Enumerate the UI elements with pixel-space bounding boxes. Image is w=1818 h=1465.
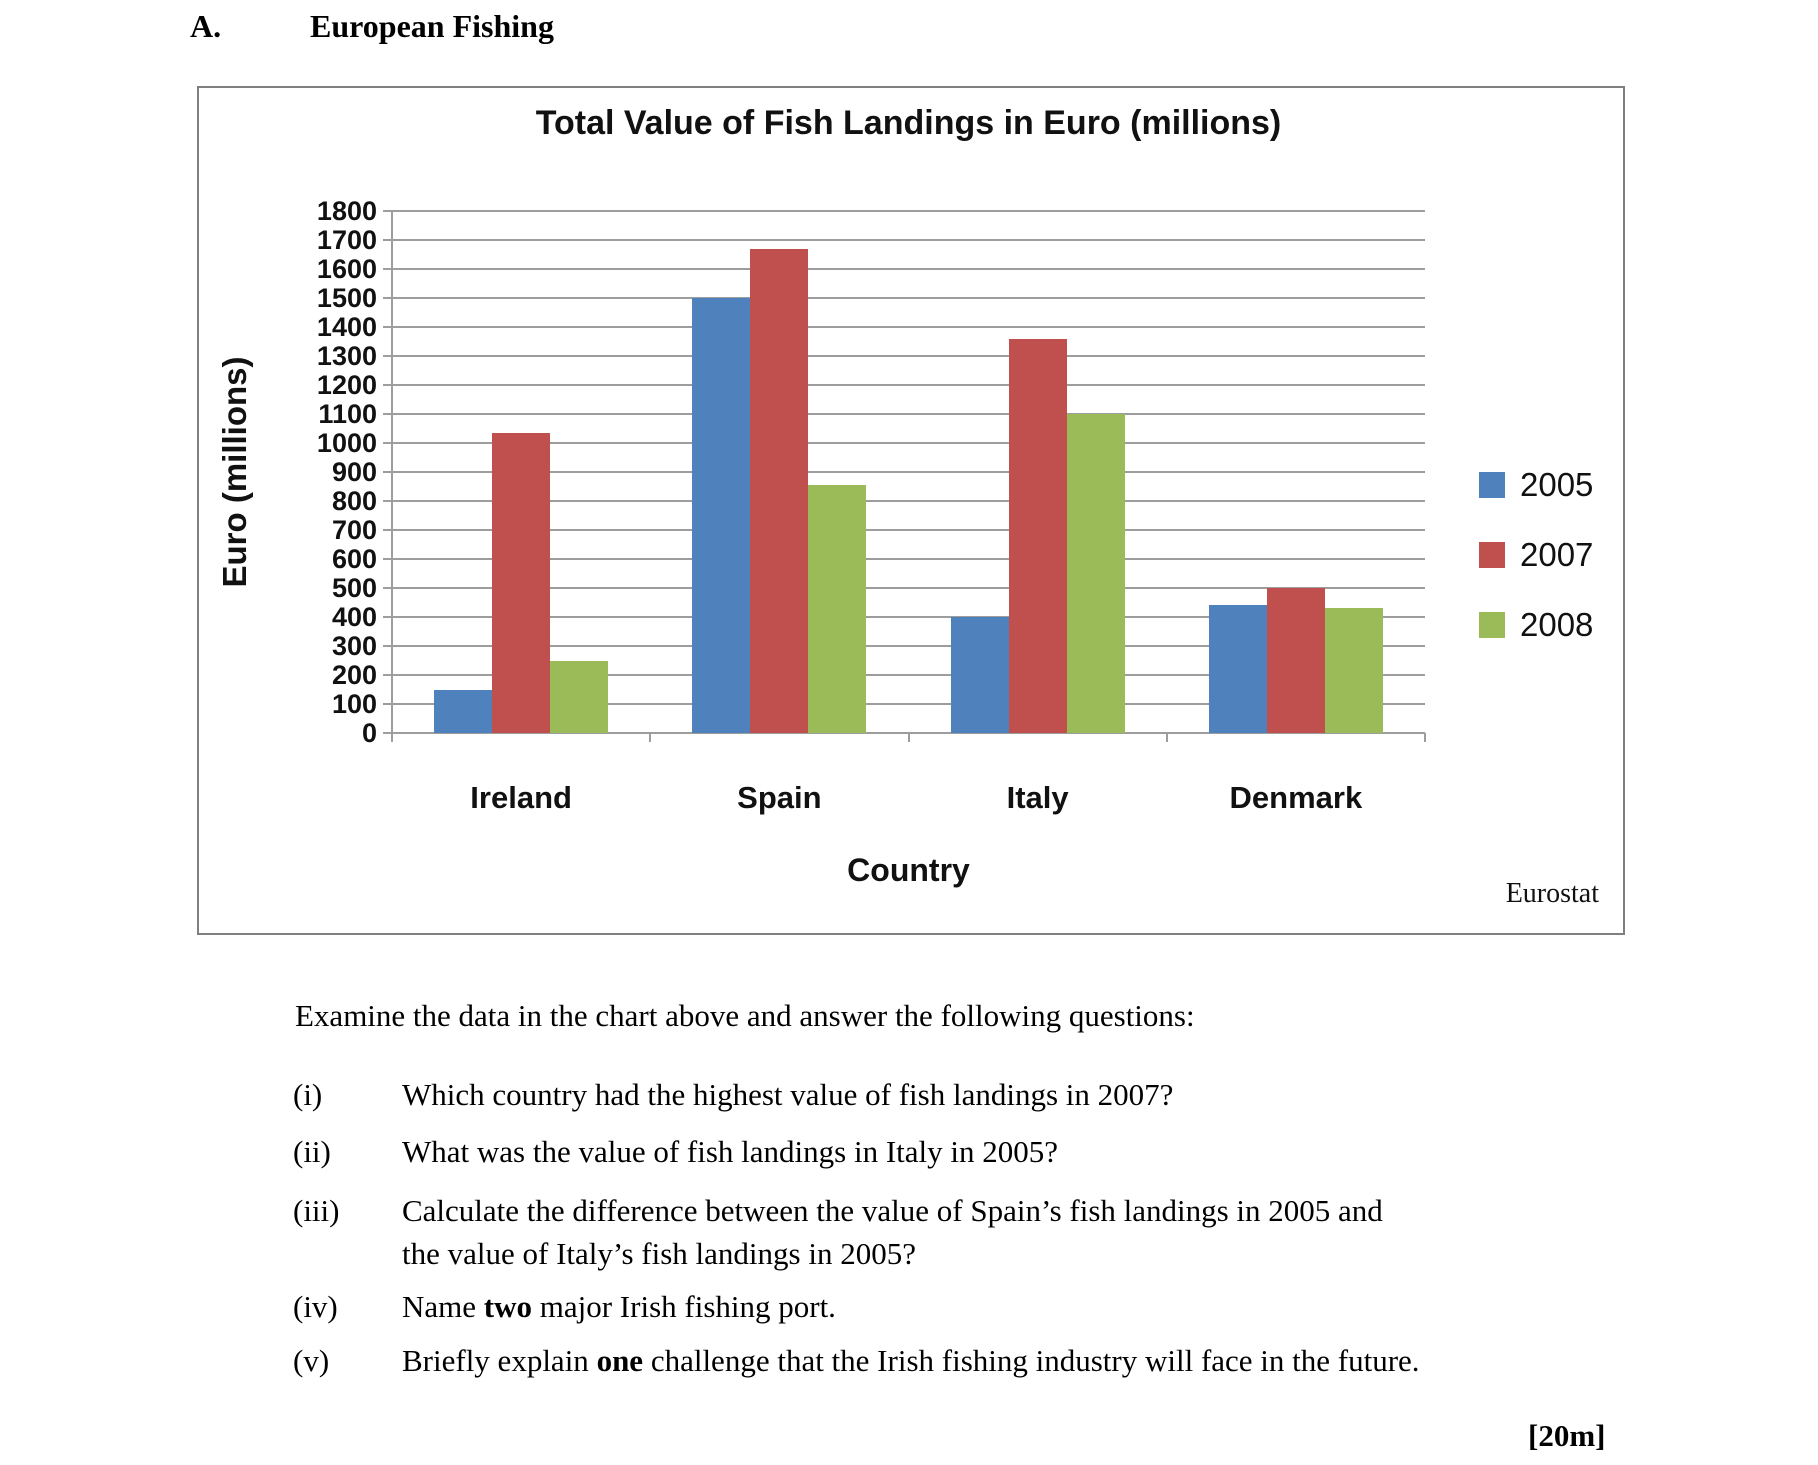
question-2-number: (ii) [293,1134,331,1169]
gridline-1800 [392,210,1425,212]
bar-denmark-2007 [1267,588,1325,733]
legend-label-2007: 2007 [1520,535,1594,573]
y-tick-label-600: 600 [331,544,377,574]
chart-legend [1479,465,1594,681]
section-title: European Fishing [310,8,554,44]
question-5-text [402,1343,1420,1379]
x-tick-ireland [391,733,393,742]
y-tick-label-1700: 1700 [316,225,377,255]
y-tick-label-1300: 1300 [316,341,377,371]
question-5-pre: Briefly explain [402,1343,597,1378]
gridline-1600 [392,268,1425,270]
y-tick-label-1000: 1000 [316,428,377,458]
legend-entry-2008 [1479,605,1594,643]
x-axis-title: Country [847,852,970,888]
y-tick-label-900: 900 [331,457,377,487]
gridline-1100 [392,413,1425,415]
question-3-number: (iii) [293,1193,340,1228]
marks-badge: [20m] [1528,1418,1606,1453]
gridline-1700 [392,239,1425,241]
legend-entry-2007 [1479,535,1594,573]
legend-swatch-2007 [1479,542,1505,568]
y-tick-label-400: 400 [331,602,377,632]
bar-denmark-2008 [1325,608,1383,733]
y-tick-label-500: 500 [331,573,377,603]
y-tick-label-300: 300 [331,631,377,661]
bar-ireland-2008 [550,661,608,734]
x-label-spain: Spain [737,780,822,815]
chart-title: Total Value of Fish Landings in Euro (millions) [535,104,1282,142]
gridline-1300 [392,355,1425,357]
bar-italy-2008 [1067,414,1125,733]
question-4-number: (iv) [293,1289,338,1324]
x-tick-end [1424,733,1426,742]
y-tick-label-1400: 1400 [316,312,377,342]
y-tick-label-1600: 1600 [316,254,377,284]
y-tick-label-800: 800 [331,486,377,516]
question-1-text: Which country had the highest value of fish landings in 2007? [402,1077,1174,1112]
question-4-pre: Name [402,1289,484,1324]
legend-entry-2005 [1479,465,1594,503]
question-4-text [402,1289,836,1325]
gridline-1200 [392,384,1425,386]
y-axis-title: Euro (millions) [216,356,253,588]
legend-swatch-2005 [1479,472,1505,498]
bar-spain-2007 [750,249,808,733]
gridline-1500 [392,297,1425,299]
bar-ireland-2007 [492,433,550,733]
question-4-post: major Irish fishing port. [532,1289,836,1324]
legend-swatch-2008 [1479,612,1505,638]
question-5-number: (v) [293,1343,330,1378]
y-tick-label-700: 700 [331,515,377,545]
question-3-text-line2: the value of Italy’s fish landings in 2005? [402,1236,916,1271]
bar-denmark-2005 [1209,605,1267,733]
y-tick-label-1800: 1800 [316,196,377,226]
legend-label-2005: 2005 [1520,465,1594,503]
question-5-post: challenge that the Irish fishing industry will face in the future. [643,1343,1420,1378]
chart-source: Eurostat [1505,878,1599,909]
x-tick-denmark [1166,733,1168,742]
gridline-1400 [392,326,1425,328]
y-axis-line [391,211,393,742]
y-tick-label-200: 200 [331,660,377,690]
bar-spain-2008 [808,485,866,733]
section-label: A. [190,8,222,44]
y-tick-label-1200: 1200 [316,370,377,400]
questions-intro: Examine the data in the chart above and answer the following questions: [295,998,1195,1033]
bar-italy-2007 [1009,339,1067,733]
bar-ireland-2005 [434,690,492,734]
y-tick-label-1100: 1100 [318,399,377,429]
bar-italy-2005 [951,617,1009,733]
question-4-bold: two [483,1289,532,1324]
question-2-text: What was the value of fish landings in Italy in 2005? [402,1134,1059,1169]
x-label-italy: Italy [1006,780,1069,815]
question-1-number: (i) [293,1077,323,1112]
x-label-ireland: Ireland [470,780,572,815]
x-tick-italy [908,733,910,742]
y-tick-label-1500: 1500 [316,283,377,313]
question-3-text-line1: Calculate the difference between the value of Spain’s fish landings in 2005 and [402,1193,1383,1228]
chart-figure [197,86,1625,935]
question-5-bold: one [596,1343,644,1378]
x-tick-spain [649,733,651,742]
legend-label-2008: 2008 [1520,605,1594,643]
y-tick-label-100: 100 [331,689,377,719]
bar-spain-2005 [692,298,750,733]
x-label-denmark: Denmark [1229,780,1363,815]
y-tick-label-0: 0 [361,718,377,748]
